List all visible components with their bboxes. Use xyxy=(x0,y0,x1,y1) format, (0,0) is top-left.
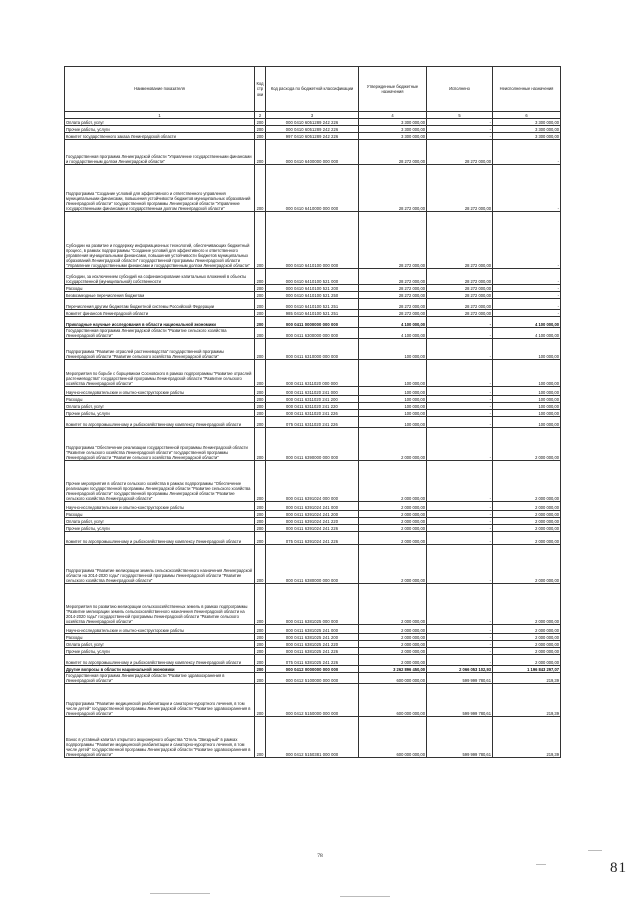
cell-executed: 28 272 000,00 xyxy=(427,292,493,299)
table-row xyxy=(65,417,561,428)
cell-approved: 28 272 000,00 xyxy=(359,285,427,292)
cell-line-code: 200 xyxy=(255,511,266,518)
cell-indicator-name: Расходы xyxy=(65,396,255,403)
cell-indicator-name: Комитет по агропромышленному и рыбохозяйственному комплексу Ленинградской области xyxy=(65,532,255,545)
cell-remaining: 4 100 000,00 xyxy=(493,317,561,328)
cell-indicator-name: Комитет по агропромышленному и рыбохозяйственному комплексу Ленинградской области xyxy=(65,655,255,666)
cell-executed: 28 272 000,00 xyxy=(427,269,493,285)
cell-executed: - xyxy=(427,584,493,625)
cell-executed: - xyxy=(427,387,493,396)
cell-budget-code: 000 0411 6380000 000 000 xyxy=(266,545,359,584)
cell-remaining: - xyxy=(493,212,561,269)
cell-remaining: 219,39 xyxy=(493,673,561,684)
table-row xyxy=(65,317,561,328)
cell-approved: 2 000 000,00 xyxy=(359,511,427,518)
cell-executed: 28 272 000,00 xyxy=(427,140,493,165)
cell-executed: - xyxy=(427,532,493,545)
cell-executed: 599 999 780,61 xyxy=(427,717,493,758)
cell-indicator-name: Подпрограмма "Развитие мелиорации земель сельскохозяйственного назначения Ленинградской области на 2014-2020 годы" государственной программы Ленинградской области "Развитие сельского хозяйства Ленинградской области" xyxy=(65,545,255,584)
cell-executed: - xyxy=(427,339,493,360)
cell-approved: 2 000 000,00 xyxy=(359,532,427,545)
cell-indicator-name: Прикладные научные исследования в области национальной экономики xyxy=(65,317,255,328)
table-row xyxy=(65,532,561,545)
header-executed: Исполнено xyxy=(427,67,493,112)
cell-executed: - xyxy=(427,545,493,584)
table-row xyxy=(65,502,561,511)
cell-indicator-name: Прочие работы, услуги xyxy=(65,410,255,417)
table-row xyxy=(65,584,561,625)
cell-indicator-name: Подпрограмма "Развитие медицинской реабилитации и санаторно-курортного лечения, в том числе детей" государственной программы Ленинградской области "Развитие здравоохранения в Ленинградской области" xyxy=(65,684,255,717)
column-number: 3 xyxy=(266,112,359,119)
cell-line-code: 200 xyxy=(255,525,266,532)
cell-approved: 100 000,00 xyxy=(359,360,427,387)
cell-approved: 4 100 000,00 xyxy=(359,317,427,328)
header-budget-code: Код расхода по бюджетной классификации xyxy=(266,67,359,112)
cell-executed: 28 272 000,00 xyxy=(427,285,493,292)
cell-remaining: 2 000 000,00 xyxy=(493,648,561,655)
cell-remaining: - xyxy=(493,285,561,292)
cell-approved: 2 000 000,00 xyxy=(359,545,427,584)
cell-indicator-name: Перечисления другим бюджетам бюджетной системы Российской Федерации xyxy=(65,299,255,310)
cell-line-code: 200 xyxy=(255,403,266,410)
cell-line-code: 200 xyxy=(255,545,266,584)
cell-remaining: 100 000,00 xyxy=(493,417,561,428)
cell-line-code: 200 xyxy=(255,269,266,285)
cell-executed: - xyxy=(427,417,493,428)
cell-executed: - xyxy=(427,317,493,328)
cell-approved: 4 100 000,00 xyxy=(359,328,427,339)
cell-budget-code: 000 0410 6410100 521 250 xyxy=(266,292,359,299)
table-row xyxy=(65,511,561,518)
cell-indicator-name: Расходы xyxy=(65,511,255,518)
cell-executed: 28 272 000,00 xyxy=(427,212,493,269)
cell-budget-code: 000 0411 6381025 000 000 xyxy=(266,584,359,625)
table-row xyxy=(65,360,561,387)
cell-remaining: 2 000 000,00 xyxy=(493,532,561,545)
cell-indicator-name: Расходы xyxy=(65,285,255,292)
table-row xyxy=(65,648,561,655)
cell-executed: - xyxy=(427,119,493,126)
cell-line-code: 200 xyxy=(255,625,266,634)
cell-approved: 600 000 000,00 xyxy=(359,684,427,717)
cell-budget-code: 000 0412 5150000 000 000 xyxy=(266,684,359,717)
cell-approved: 3 262 896 450,00 xyxy=(359,666,427,673)
cell-executed: - xyxy=(427,641,493,648)
cell-line-code: 200 xyxy=(255,648,266,655)
cell-remaining: 100 000,00 xyxy=(493,403,561,410)
cell-budget-code: 000 0411 6391024 000 000 xyxy=(266,461,359,502)
cell-remaining: 3 300 000,00 xyxy=(493,119,561,126)
cell-approved: 2 000 000,00 xyxy=(359,428,427,461)
cell-approved: 2 000 000,00 xyxy=(359,584,427,625)
cell-budget-code: 000 0411 6391024 241 226 xyxy=(266,525,359,532)
cell-remaining: - xyxy=(493,165,561,212)
cell-budget-code: 000 0412 0000000 000 000 xyxy=(266,666,359,673)
table-row xyxy=(65,396,561,403)
cell-approved: 2 000 000,00 xyxy=(359,655,427,666)
cell-executed: - xyxy=(427,396,493,403)
table-row xyxy=(65,292,561,299)
cell-line-code: 200 xyxy=(255,133,266,140)
table-row xyxy=(65,655,561,666)
cell-remaining: 2 000 000,00 xyxy=(493,625,561,634)
table-row xyxy=(65,545,561,584)
cell-line-code: 200 xyxy=(255,285,266,292)
cell-remaining: 2 000 000,00 xyxy=(493,584,561,625)
table-header-row xyxy=(65,67,561,112)
table-row xyxy=(65,310,561,317)
cell-approved: 2 000 000,00 xyxy=(359,502,427,511)
cell-indicator-name: Мероприятия по борьбе с борщевиком Сосновского в рамках подпрограммы "Развитие отраслей растениеводства" государственной программы Ленинградской области "Развитие сельского хозяйства Ленинградской области" xyxy=(65,360,255,387)
cell-line-code: 200 xyxy=(255,641,266,648)
cell-budget-code: 000 0412 5100000 000 000 xyxy=(266,673,359,684)
handwritten-page-stamp: 81 xyxy=(610,860,627,876)
table-row xyxy=(65,165,561,212)
table-row xyxy=(65,328,561,339)
cell-indicator-name: Взнос в уставный капитал открытого акционерного общества "Отель "Звездный" в рамках подпрограммы "Развитие медицинской реабилитации и санаторно-курортного лечения, в том числе детей" государственной программы Ленинградской области "Развитие здравоохранения в Ленинградской области" xyxy=(65,717,255,758)
column-number: 2 xyxy=(255,112,266,119)
table-row xyxy=(65,717,561,758)
cell-approved: 28 272 000,00 xyxy=(359,140,427,165)
page-number: 78 xyxy=(317,853,323,859)
cell-line-code: 200 xyxy=(255,461,266,502)
cell-line-code: 200 xyxy=(255,666,266,673)
cell-remaining: - xyxy=(493,310,561,317)
header-line-code: Код строки xyxy=(255,67,266,112)
cell-budget-code: 000 0410 6051289 242 226 xyxy=(266,119,359,126)
cell-remaining: 2 000 000,00 xyxy=(493,428,561,461)
cell-line-code: 200 xyxy=(255,328,266,339)
cell-budget-code: 000 0410 6410100 521 251 xyxy=(266,299,359,310)
cell-indicator-name: Безвозмездные перечисления бюджетам xyxy=(65,292,255,299)
cell-line-code: 200 xyxy=(255,299,266,310)
cell-approved: 2 000 000,00 xyxy=(359,461,427,502)
cell-approved: 100 000,00 xyxy=(359,387,427,396)
cell-indicator-name: Оплата работ, услуг xyxy=(65,403,255,410)
table-row xyxy=(65,673,561,684)
cell-executed: - xyxy=(427,403,493,410)
cell-indicator-name: Комитет по агропромышленному и рыбохозяйственному комплексу Ленинградской области xyxy=(65,417,255,428)
cell-line-code: 200 xyxy=(255,317,266,328)
cell-indicator-name: Научно-исследовательские и опытно-конструкторские работы xyxy=(65,625,255,634)
scan-artifact xyxy=(588,850,602,851)
cell-budget-code: 000 0410 6410100 521 200 xyxy=(266,285,359,292)
cell-approved: 3 300 000,00 xyxy=(359,133,427,140)
cell-approved: 3 300 000,00 xyxy=(359,119,427,126)
table-row xyxy=(65,119,561,126)
cell-executed: - xyxy=(427,133,493,140)
cell-indicator-name: Субсидии, за исключением субсидий на софинансирование капитальных вложений в объекты государственной (муниципальной) собственности xyxy=(65,269,255,285)
cell-approved: 28 272 000,00 xyxy=(359,212,427,269)
table-row xyxy=(65,212,561,269)
cell-line-code: 200 xyxy=(255,655,266,666)
cell-indicator-name: Подпрограмма "Обеспечение реализации государственной программы Ленинградской области "Развитие сельского хозяйства Ленинградской области" государственной программы Ленинградской области "Развитие сельского хозяйства Ленинградской области" xyxy=(65,428,255,461)
cell-remaining: 2 000 000,00 xyxy=(493,502,561,511)
table-row xyxy=(65,126,561,133)
cell-approved: 2 000 000,00 xyxy=(359,625,427,634)
cell-remaining: 219,39 xyxy=(493,717,561,758)
cell-indicator-name: Прочие работы, услуги xyxy=(65,126,255,133)
cell-remaining: 4 100 000,00 xyxy=(493,328,561,339)
cell-remaining: 2 000 000,00 xyxy=(493,525,561,532)
cell-approved: 28 272 000,00 xyxy=(359,269,427,285)
cell-budget-code: 000 0410 6400000 000 000 xyxy=(266,140,359,165)
cell-line-code: 200 xyxy=(255,634,266,641)
cell-approved: 28 272 000,00 xyxy=(359,292,427,299)
report-page xyxy=(64,66,560,758)
cell-remaining: 2 000 000,00 xyxy=(493,545,561,584)
table-row xyxy=(65,666,561,673)
table-row xyxy=(65,140,561,165)
cell-line-code: 200 xyxy=(255,518,266,525)
cell-line-code: 200 xyxy=(255,165,266,212)
cell-remaining: 2 000 000,00 xyxy=(493,511,561,518)
cell-budget-code: 000 0410 6410100 521 000 xyxy=(266,269,359,285)
cell-line-code: 200 xyxy=(255,684,266,717)
table-row xyxy=(65,269,561,285)
header-remaining: Неисполненные назначения xyxy=(493,67,561,112)
cell-budget-code: 000 0411 6310000 000 000 xyxy=(266,339,359,360)
cell-indicator-name: Субсидии на развитие и поддержку информационных технологий, обеспечивающих бюджетный процесс, в рамках подпрограммы "Создание условий для эффективного и ответственного управления муниципальными финансами, повышения устойчивости бюджетов муниципальных образований Ленинградской области" государственной программы Ленинградской области "Управление государственными финансами и государственным долгом Ленинградской области" xyxy=(65,212,255,269)
cell-budget-code: 000 0410 6051289 242 226 xyxy=(266,126,359,133)
cell-executed: - xyxy=(427,410,493,417)
scan-artifact xyxy=(340,896,390,897)
cell-indicator-name: Мероприятия по развитию мелиорации сельскохозяйственных земель в рамках подпрограммы "Развитие мелиорации земель сельскохозяйственного назначения Ленинградской области на 2014-2020 годы" государственной программы Ленинградской области "Развитие сельского хозяйства Ленинградской области" xyxy=(65,584,255,625)
cell-remaining: - xyxy=(493,140,561,165)
table-row xyxy=(65,339,561,360)
cell-executed: 28 272 000,00 xyxy=(427,165,493,212)
table-row xyxy=(65,634,561,641)
scan-artifact xyxy=(150,893,210,894)
table-row xyxy=(65,684,561,717)
cell-remaining: 2 000 000,00 xyxy=(493,461,561,502)
cell-budget-code: 075 0411 6311020 241 226 xyxy=(266,417,359,428)
cell-budget-code: 000 0411 6311020 241 200 xyxy=(266,396,359,403)
cell-line-code: 200 xyxy=(255,532,266,545)
scan-artifact xyxy=(536,864,546,865)
cell-budget-code: 000 0411 6381025 241 000 xyxy=(266,625,359,634)
cell-remaining: 219,39 xyxy=(493,684,561,717)
cell-budget-code: 075 0411 6381025 241 226 xyxy=(266,655,359,666)
table-row xyxy=(65,387,561,396)
table-row xyxy=(65,285,561,292)
cell-approved: 2 000 000,00 xyxy=(359,641,427,648)
cell-indicator-name: Оплата работ, услуг xyxy=(65,641,255,648)
cell-line-code: 200 xyxy=(255,717,266,758)
cell-budget-code: 000 0411 6300000 000 000 xyxy=(266,328,359,339)
cell-line-code: 200 xyxy=(255,140,266,165)
cell-approved: 600 000 000,00 xyxy=(359,673,427,684)
table-row xyxy=(65,410,561,417)
cell-remaining: 100 000,00 xyxy=(493,410,561,417)
cell-remaining: 1 196 843 297,07 xyxy=(493,666,561,673)
cell-line-code: 200 xyxy=(255,428,266,461)
cell-executed: 28 272 000,00 xyxy=(427,310,493,317)
cell-indicator-name: Комитет финансов Ленинградской области xyxy=(65,310,255,317)
cell-executed: 2 066 053 102,93 xyxy=(427,666,493,673)
cell-budget-code: 000 0411 6381025 241 200 xyxy=(266,634,359,641)
cell-approved: 2 000 000,00 xyxy=(359,525,427,532)
table-row xyxy=(65,525,561,532)
table-row xyxy=(65,133,561,140)
cell-line-code: 200 xyxy=(255,396,266,403)
table-row xyxy=(65,403,561,410)
cell-indicator-name: Государственная программа Ленинградской области "Развитие здравоохранения в Ленинградской области" xyxy=(65,673,255,684)
cell-approved: 28 272 000,00 xyxy=(359,299,427,310)
cell-approved: 28 272 000,00 xyxy=(359,165,427,212)
column-number: 4 xyxy=(359,112,427,119)
cell-approved: 100 000,00 xyxy=(359,403,427,410)
cell-indicator-name: Оплата работ, услуг xyxy=(65,518,255,525)
cell-line-code: 200 xyxy=(255,502,266,511)
column-number: 6 xyxy=(493,112,561,119)
table-row xyxy=(65,518,561,525)
cell-line-code: 200 xyxy=(255,360,266,387)
cell-executed: - xyxy=(427,360,493,387)
table-row xyxy=(65,428,561,461)
cell-line-code: 200 xyxy=(255,126,266,133)
cell-budget-code: 000 0411 6381025 241 226 xyxy=(266,648,359,655)
cell-budget-code: 000 0410 6410100 000 000 xyxy=(266,212,359,269)
cell-indicator-name: Другие вопросы в области национальной экономики xyxy=(65,666,255,673)
table-body xyxy=(65,119,561,758)
cell-approved: 100 000,00 xyxy=(359,410,427,417)
cell-budget-code: 000 0411 6311020 241 226 xyxy=(266,410,359,417)
cell-executed: - xyxy=(427,461,493,502)
cell-executed: - xyxy=(427,525,493,532)
cell-indicator-name: Прочие работы, услуги xyxy=(65,525,255,532)
cell-remaining: 100 000,00 xyxy=(493,360,561,387)
cell-budget-code: 000 0411 6381025 241 220 xyxy=(266,641,359,648)
cell-approved: 28 272 000,00 xyxy=(359,310,427,317)
cell-approved: 100 000,00 xyxy=(359,339,427,360)
cell-remaining: - xyxy=(493,299,561,310)
cell-remaining: 2 000 000,00 xyxy=(493,655,561,666)
cell-line-code: 200 xyxy=(255,212,266,269)
cell-approved: 100 000,00 xyxy=(359,396,427,403)
cell-budget-code: 000 0411 6390000 000 000 xyxy=(266,428,359,461)
cell-line-code: 200 xyxy=(255,410,266,417)
cell-remaining: - xyxy=(493,292,561,299)
cell-remaining: - xyxy=(493,269,561,285)
table-row xyxy=(65,625,561,634)
header-approved: Утвержденные бюджетные назначения xyxy=(359,67,427,112)
table-row xyxy=(65,461,561,502)
cell-remaining: 100 000,00 xyxy=(493,396,561,403)
cell-approved: 2 000 000,00 xyxy=(359,634,427,641)
cell-remaining: 3 300 000,00 xyxy=(493,126,561,133)
cell-budget-code: 000 0411 6391024 241 200 xyxy=(266,511,359,518)
cell-budget-code: 075 0411 6391024 241 226 xyxy=(266,532,359,545)
cell-remaining: 3 300 000,00 xyxy=(493,133,561,140)
cell-approved: 3 300 000,00 xyxy=(359,126,427,133)
cell-indicator-name: Расходы xyxy=(65,634,255,641)
cell-budget-code: 000 0411 6391024 241 220 xyxy=(266,518,359,525)
cell-remaining: 2 000 000,00 xyxy=(493,641,561,648)
cell-executed: - xyxy=(427,625,493,634)
cell-budget-code: 997 0410 6051289 242 226 xyxy=(266,133,359,140)
cell-indicator-name: Научно-исследовательские и опытно-конструкторские работы xyxy=(65,502,255,511)
column-number: 5 xyxy=(427,112,493,119)
cell-approved: 600 000 000,00 xyxy=(359,717,427,758)
column-number-row xyxy=(65,112,561,119)
cell-line-code: 200 xyxy=(255,673,266,684)
cell-budget-code: 985 0410 6410100 521 251 xyxy=(266,310,359,317)
cell-executed: 599 999 780,61 xyxy=(427,673,493,684)
cell-budget-code: 000 0411 0000000 000 000 xyxy=(266,317,359,328)
table-row xyxy=(65,299,561,310)
header-indicator-name: Наименование показателя xyxy=(65,67,255,112)
cell-budget-code: 000 0410 6410000 000 000 xyxy=(266,165,359,212)
cell-remaining: 100 000,00 xyxy=(493,387,561,396)
cell-executed: - xyxy=(427,502,493,511)
cell-indicator-name: Оплата работ, услуг xyxy=(65,119,255,126)
cell-remaining: 2 000 000,00 xyxy=(493,634,561,641)
cell-budget-code: 000 0411 6391024 241 000 xyxy=(266,502,359,511)
cell-line-code: 200 xyxy=(255,584,266,625)
cell-line-code: 200 xyxy=(255,417,266,428)
cell-executed: 599 999 780,61 xyxy=(427,684,493,717)
cell-approved: 100 000,00 xyxy=(359,417,427,428)
cell-executed: - xyxy=(427,328,493,339)
cell-executed: - xyxy=(427,126,493,133)
cell-budget-code: 000 0411 6311020 241 220 xyxy=(266,403,359,410)
cell-remaining: 100 000,00 xyxy=(493,339,561,360)
cell-executed: - xyxy=(427,648,493,655)
cell-approved: 2 000 000,00 xyxy=(359,518,427,525)
cell-executed: 28 272 000,00 xyxy=(427,299,493,310)
budget-execution-table xyxy=(64,66,561,758)
cell-indicator-name: Подпрограмма "Создание условий для эффективного и ответственного управления муниципальными финансами, повышения устойчивости бюджетов муниципальных образований Ленинградской области" государственной программы Ленинградской области "Управление государственными финансами и государственным долгом Ленинградской области" xyxy=(65,165,255,212)
cell-executed: - xyxy=(427,634,493,641)
cell-indicator-name: Подпрограмма "Развитие отраслей растениеводства" государственной программы Ленинградской области "Развитие сельского хозяйства Ленинградской области" xyxy=(65,339,255,360)
cell-indicator-name: Научно-исследовательские и опытно-конструкторские работы xyxy=(65,387,255,396)
cell-executed: - xyxy=(427,511,493,518)
cell-indicator-name: Комитет государственного заказа Ленинградской области xyxy=(65,133,255,140)
cell-executed: - xyxy=(427,428,493,461)
cell-line-code: 200 xyxy=(255,119,266,126)
cell-line-code: 200 xyxy=(255,292,266,299)
cell-approved: 2 000 000,00 xyxy=(359,648,427,655)
cell-line-code: 200 xyxy=(255,387,266,396)
cell-indicator-name: Государственная программа Ленинградской области "Управление государственными финансами и государственным долгом Ленинградской области" xyxy=(65,140,255,165)
table-row xyxy=(65,641,561,648)
cell-indicator-name: Прочие работы, услуги xyxy=(65,648,255,655)
cell-executed: - xyxy=(427,518,493,525)
cell-indicator-name: Прочие мероприятия в области сельского хозяйства в рамках подпрограммы "Обеспечение реализации государственной программы Ленинградской области "Развитие сельского хозяйства Ленинградской области" государственной программы Ленинградской области "Развитие сельского хозяйства Ленинградской области" xyxy=(65,461,255,502)
cell-line-code: 200 xyxy=(255,339,266,360)
cell-budget-code: 000 0412 5150381 000 000 xyxy=(266,717,359,758)
column-number: 1 xyxy=(65,112,255,119)
cell-budget-code: 000 0411 6311020 000 000 xyxy=(266,360,359,387)
cell-indicator-name: Государственная программа Ленинградской области "Развитие сельского хозяйства Ленинградской области" xyxy=(65,328,255,339)
cell-executed: - xyxy=(427,655,493,666)
cell-line-code: 200 xyxy=(255,310,266,317)
cell-budget-code: 000 0411 6311020 241 000 xyxy=(266,387,359,396)
cell-remaining: 2 000 000,00 xyxy=(493,518,561,525)
